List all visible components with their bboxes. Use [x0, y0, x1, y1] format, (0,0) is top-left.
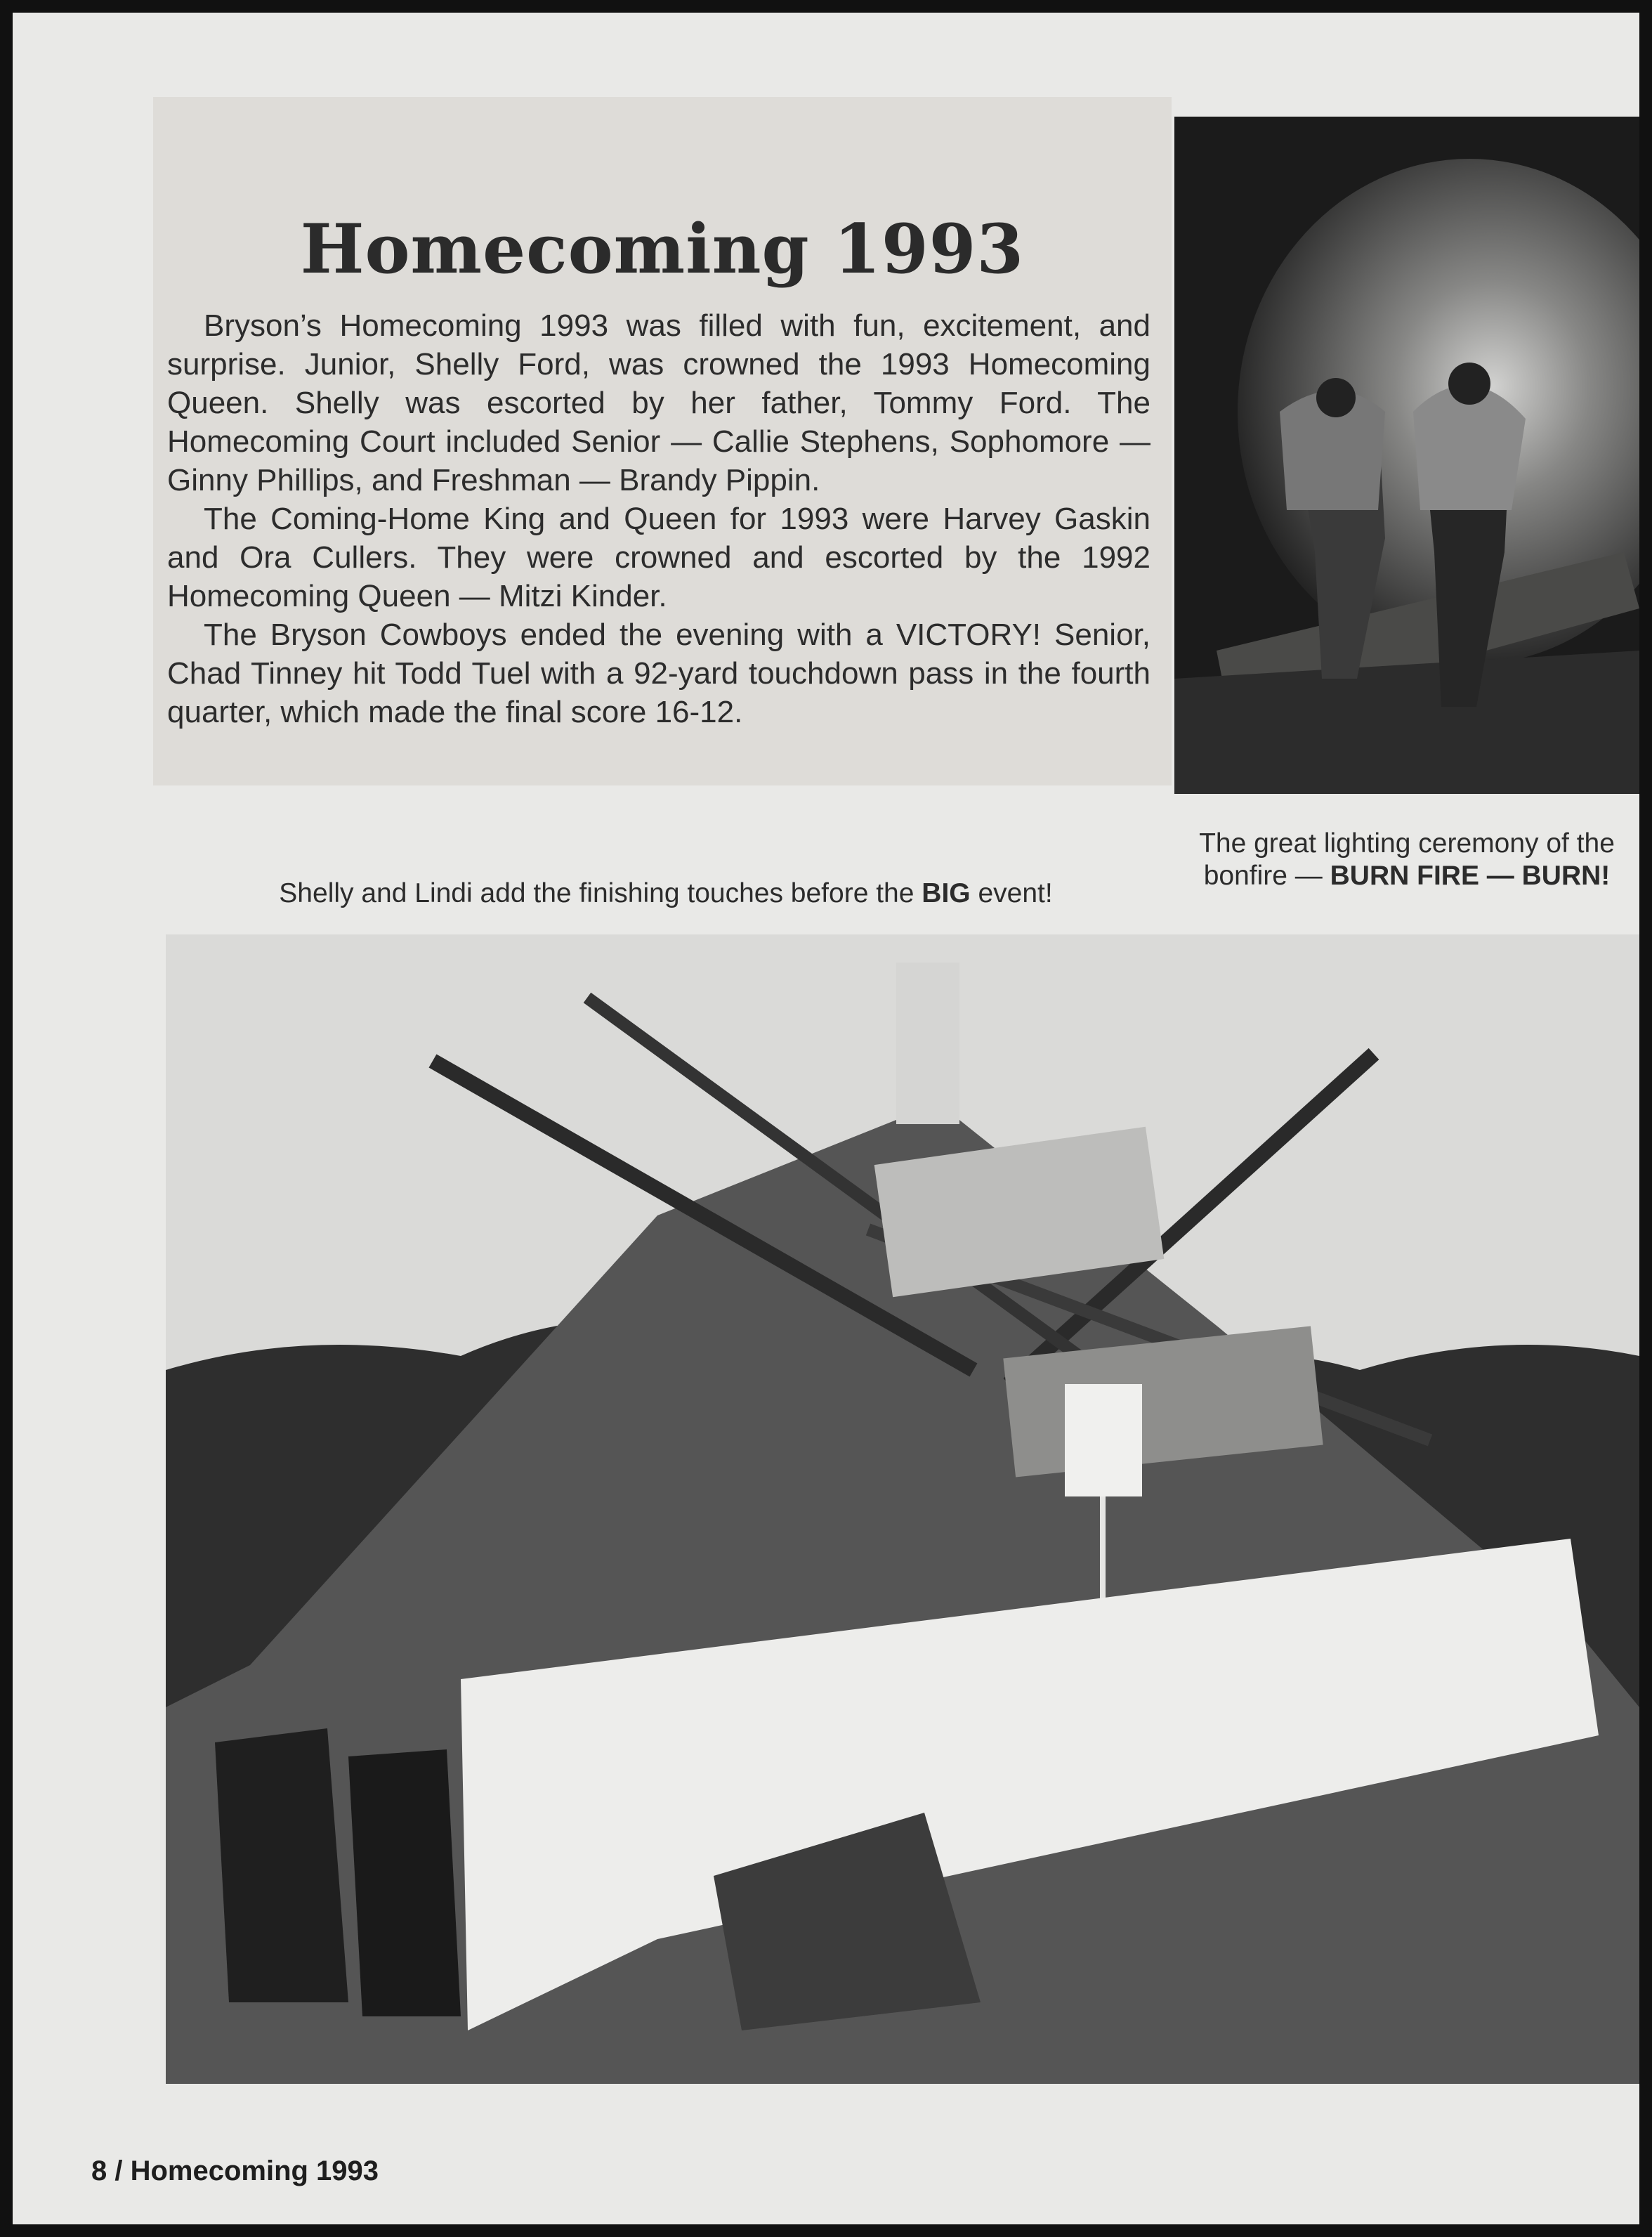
yearbook-page — [13, 13, 1639, 2224]
bonfire-stack-photo — [166, 934, 1639, 2084]
bonfire-lighting-photo — [1174, 117, 1639, 794]
page-title: Homecoming 1993 — [300, 209, 1025, 289]
caption-emphasis: BIG — [922, 878, 971, 908]
caption-emphasis: BURN FIRE — BURN! — [1330, 861, 1611, 891]
bottom-photo-caption — [174, 878, 1158, 909]
article-body — [167, 306, 1150, 731]
caption-text: event! — [970, 878, 1053, 908]
caption-text: The great lighting ceremony of the bonfire — — [1199, 828, 1615, 891]
page-folio: 8 / Homecoming 1993 — [91, 2156, 379, 2186]
article-paragraph: Bryson’s Homecoming 1993 was filled with fun, excitement, and surprise. Junior, Shelly Ford, was crowned the 1993 Homecoming Queen. Shelly was escorted by her father, Tommy Ford. The Homecoming Court included Senior — Callie Stephens, Sophomore — Ginny Phillips, and Freshman — Brandy Pippin. — [167, 308, 1150, 497]
article-paragraph: The Coming-Home King and Queen for 1993 were Harvey Gaskin and Ora Cullers. They were crowned and escorted by the 1992 Homecoming Queen — Mitzi Kinder. — [167, 502, 1150, 613]
caption-text: Shelly and Lindi add the finishing touches before the — [279, 878, 922, 908]
article-paragraph: The Bryson Cowboys ended the evening with a VICTORY! Senior, Chad Tinney hit Todd Tuel with a 92-yard touchdown pass in the fourth quarter, which made the final score 16-12. — [167, 618, 1150, 729]
top-photo-caption — [1174, 828, 1639, 892]
